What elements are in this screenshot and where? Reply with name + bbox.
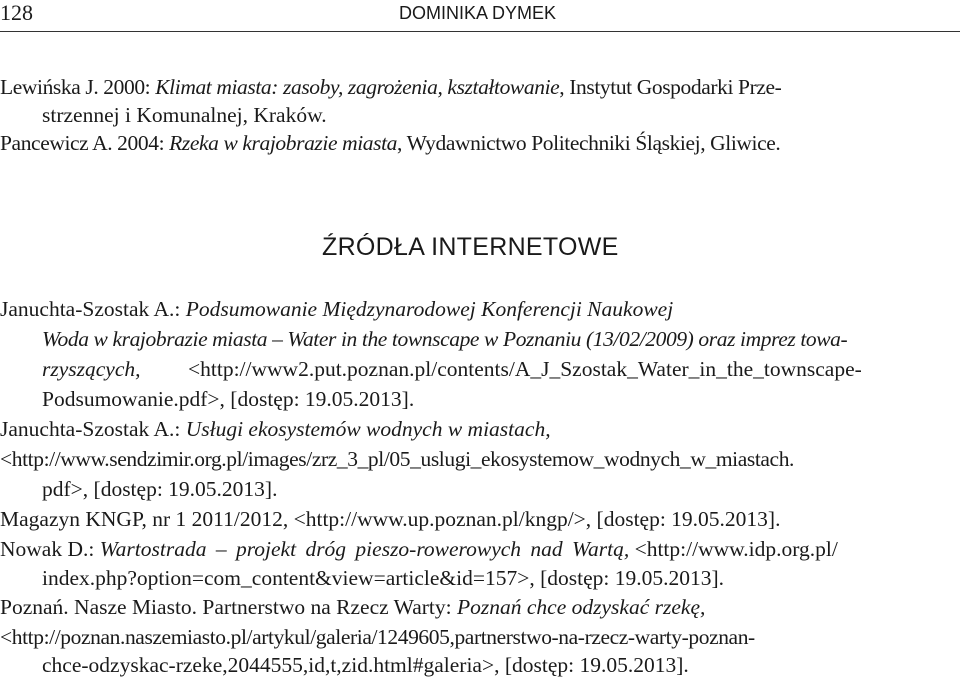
section-heading: ŹRÓDŁA INTERNETOWE: [322, 233, 619, 261]
source-author: Januchta-Szostak A.:: [0, 297, 186, 321]
page-number: 128: [0, 0, 33, 25]
source-title: Poznań chce odzyskać rzekę,: [457, 595, 706, 619]
source-url[interactable]: <http://poznan.naszemiasto.pl/artykul/galeria/1249605,partnerstwo-na-rzecz-warty-poznan-: [0, 625, 755, 649]
source-poznan-line3: chce-odzyskac-rzeke,2044555,id,t,zid.html#galeria>, [dostęp: 19.05.2013].: [42, 653, 689, 677]
source-author: Nowak D.:: [0, 537, 100, 561]
reference-lewinska-cont: strzennej i Komunalnej, Kraków.: [42, 103, 327, 127]
source-januchta-1-line4: Podsumowanie.pdf>, [dostęp: 19.05.2013].: [42, 387, 415, 411]
source-prefix: Poznań. Nasze Miasto. Partnerstwo na Rzecz Warty:: [0, 595, 458, 619]
source-title: Usługi ekosystemów wodnych w miastach,: [185, 417, 551, 441]
ref-author: Pancewicz A. 2004:: [0, 131, 170, 155]
ref-publisher: , Instytut Gospodarki Prze-: [559, 75, 782, 99]
source-title: Wartostrada – projekt dróg pieszo-rowerowych nad Wartą,: [99, 537, 630, 561]
source-januchta-2: [0, 416, 551, 442]
ref-publisher: , Wydawnictwo Politechniki Śląskiej, Gliwice.: [397, 131, 781, 155]
source-title-cont: Woda w krajobrazie miasta – Water in the townscape w Poznaniu (13/02/2009) oraz imprez towa-: [42, 327, 848, 351]
source-nowak-line2: index.php?option=com_content&view=article&id=157>, [dostęp: 19.05.2013].: [42, 566, 725, 590]
source-url[interactable]: <http://www2.put.poznan.pl/contents/A_J_Szostak_Water_in_the_townscape-: [188, 357, 862, 381]
source-url[interactable]: <http://www.sendzimir.org.pl/images/zrz_3_pl/05_uslugi_ekosystemow_wodnych_w_miastach.: [0, 447, 795, 471]
source-magazyn-kngp: Magazyn KNGP, nr 1 2011/2012, <http://www.up.poznan.pl/kngp/>, [dostęp: 19.05.2013].: [0, 507, 781, 531]
ref-title: Klimat miasta: zasoby, zagrożenia, kształtowanie: [155, 75, 560, 99]
source-author: Januchta-Szostak A.:: [0, 417, 186, 441]
source-title: Podsumowanie Międzynarodowej Konferencji Naukowej: [185, 297, 674, 321]
source-januchta-1-line3: [42, 356, 862, 382]
source-url[interactable]: <http://www.idp.org.pl/: [634, 537, 838, 561]
running-head: DOMINIKA DYMEK: [399, 3, 557, 23]
source-title-end: rzyszących,: [42, 357, 141, 381]
reference-pancewicz: [0, 130, 780, 156]
source-januchta-2-line3: pdf>, [dostęp: 19.05.2013].: [42, 477, 278, 501]
source-poznan: [0, 594, 705, 620]
ref-author: Lewińska J. 2000:: [0, 75, 156, 99]
ref-title: Rzeka w krajobrazie miasta: [169, 131, 398, 155]
source-januchta-1: [0, 296, 673, 322]
reference-lewinska: [0, 74, 781, 100]
source-nowak: [0, 536, 838, 562]
header-rule: [0, 31, 960, 32]
